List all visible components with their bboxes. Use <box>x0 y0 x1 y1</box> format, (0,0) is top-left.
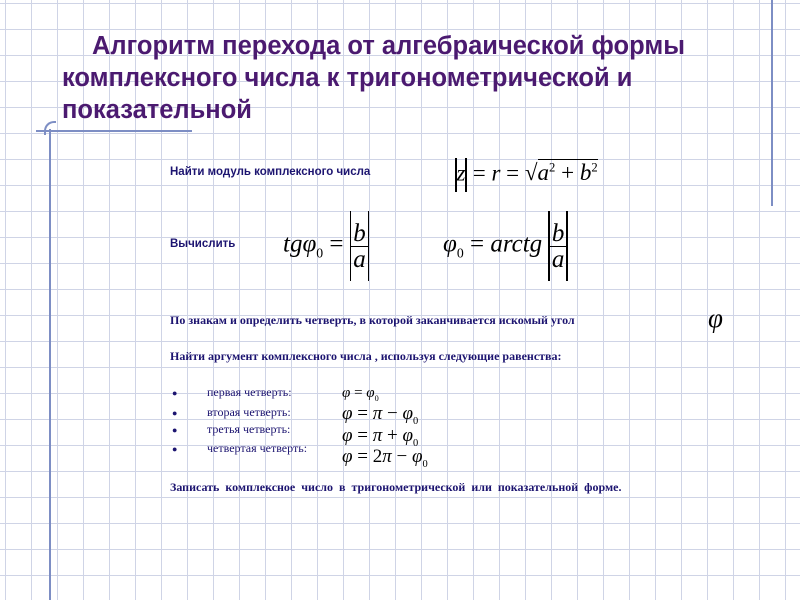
quadrant-2-formula: $\varphi = \pi - \varphi_0$ <box>342 403 419 427</box>
frame-curl <box>44 121 56 135</box>
argument-label: Найти аргумент комплексного числа , используя следующие равенства: <box>170 349 562 363</box>
bullet-3: ● <box>172 425 178 435</box>
arctangent-formula: $\varphi_0$ = arctg $\frac{b}{a}$ <box>443 211 568 281</box>
quadrant-4-formula: $\varphi = 2\pi - \varphi_0$ <box>342 446 428 470</box>
frame-vertical-line <box>49 129 51 600</box>
modulus-label: Найти модуль комплексного числа <box>170 166 371 178</box>
phi-symbol: φ <box>708 303 723 333</box>
quadrant-4-label: четвертая четверть: <box>207 441 308 455</box>
frame-horizontal-line <box>36 130 192 132</box>
slide-title: Алгоритм перехода от алгебраической формы комплексного числа к тригонометрической и показательной <box>62 32 685 124</box>
bullet-2: ● <box>172 408 178 418</box>
tangent-formula: tgφ$_0$ = $\frac{b}{a}$ <box>283 211 369 281</box>
quadrant-1-label: первая четверть: <box>207 385 292 399</box>
modulus-formula: $z = r = √a^2 + b^2$ <box>455 158 598 192</box>
quadrant-2-label: вторая четверть: <box>207 405 291 419</box>
quadrant-1-formula: $\varphi = \varphi_0$ <box>342 385 379 403</box>
bullet-1: ● <box>172 388 178 398</box>
quadrant-3-formula: $\varphi = \pi + \varphi_0$ <box>342 425 419 449</box>
compute-label: Вычислить <box>170 238 236 250</box>
frame-right-line <box>771 0 773 206</box>
quadrant-label: По знакам и определить четверть, в которой заканчивается искомый угол <box>170 313 575 327</box>
quadrant-3-label: третья четверть: <box>207 422 291 436</box>
write-label: Записать комплексное число в тригонометрической или показательной форме. <box>170 480 622 494</box>
bullet-4: ● <box>172 444 178 454</box>
